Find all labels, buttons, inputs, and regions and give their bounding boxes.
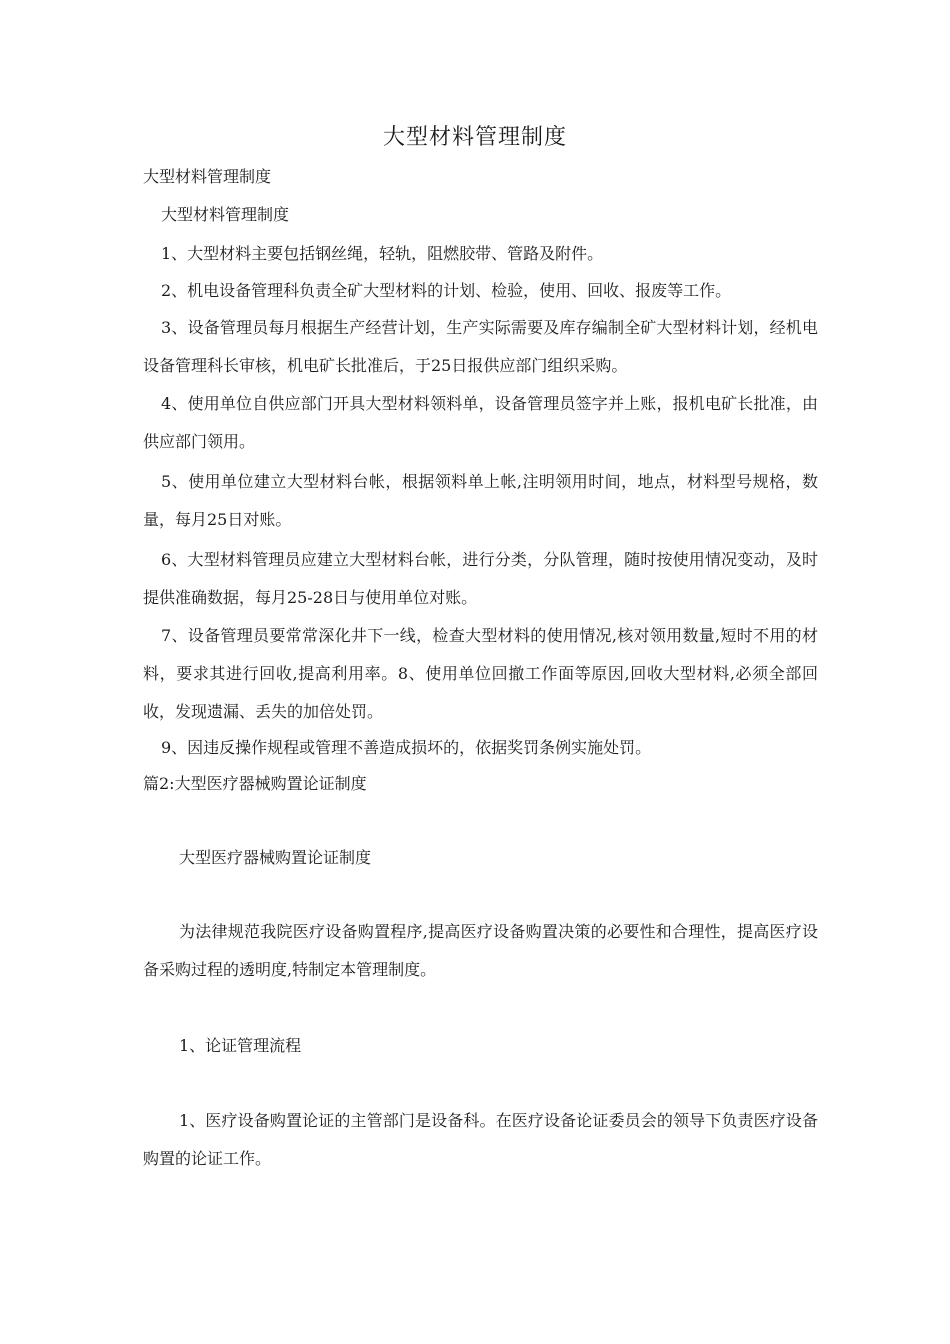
section-heading: 大型材料管理制度 <box>161 205 290 224</box>
part2-title: 大型医疗器械购置论证制度 <box>179 848 372 867</box>
list-item-9: 9、因违反操作规程或管理不善造成损坏的，依据奖罚条例实施处罚。 <box>161 738 652 757</box>
document-title: 大型材料管理制度 <box>382 125 567 150</box>
part2-item-1: 1、医疗设备购置论证的主管部门是设备科。在医疗设备论证委员会的领导下负责医疗设备购置的论证工作。 <box>143 1111 818 1168</box>
list-item-1: 1、大型材料主要包括钢丝绳，轻轨，阻燃胶带、管路及附件。 <box>161 244 604 263</box>
part2-section-1: 1、论证管理流程 <box>179 1036 302 1055</box>
list-item-3: 3、设备管理员每月根据生产经营计划，生产实际需要及库存编制全矿大型材料计划，经机电设备管理科长审核，机电矿长批准后，于25日报供应部门组织采购。 <box>143 318 818 375</box>
list-item-7: 7、设备管理员要常常深化井下一线，检查大型材料的使用情况,核对领用数量,短时不用的材料，要求其进行回收,提高利用率。8、使用单位回撤工作面等原因,回收大型材料,必须全部回收，发现遗漏、丢失的加倍处罚。 <box>143 626 818 721</box>
list-item-4: 4、使用单位自供应部门开具大型材料领料单，设备管理员签字并上账，报机电矿长批准，由供应部门领用。 <box>143 394 818 451</box>
part2-intro: 为法律规范我院医疗设备购置程序,提高医疗设备购置决策的必要性和合理性，提高医疗设备采购过程的透明度,特制定本管理制度。 <box>143 922 818 979</box>
list-item-2: 2、机电设备管理科负责全矿大型材料的计划、检验，使用、回收、报废等工作。 <box>161 281 732 300</box>
subtitle-line: 大型材料管理制度 <box>143 167 272 186</box>
part2-heading: 篇2:大型医疗器械购置论证制度 <box>143 774 367 793</box>
list-item-5: 5、使用单位建立大型材料台帐，根据领料单上帐,注明领用时间，地点，材料型号规格，数量，每月25日对账。 <box>143 472 818 529</box>
list-item-6: 6、大型材料管理员应建立大型材料台帐，进行分类，分队管理，随时按使用情况变动，及时提供准确数据，每月25-28日与使用单位对账。 <box>143 550 818 607</box>
